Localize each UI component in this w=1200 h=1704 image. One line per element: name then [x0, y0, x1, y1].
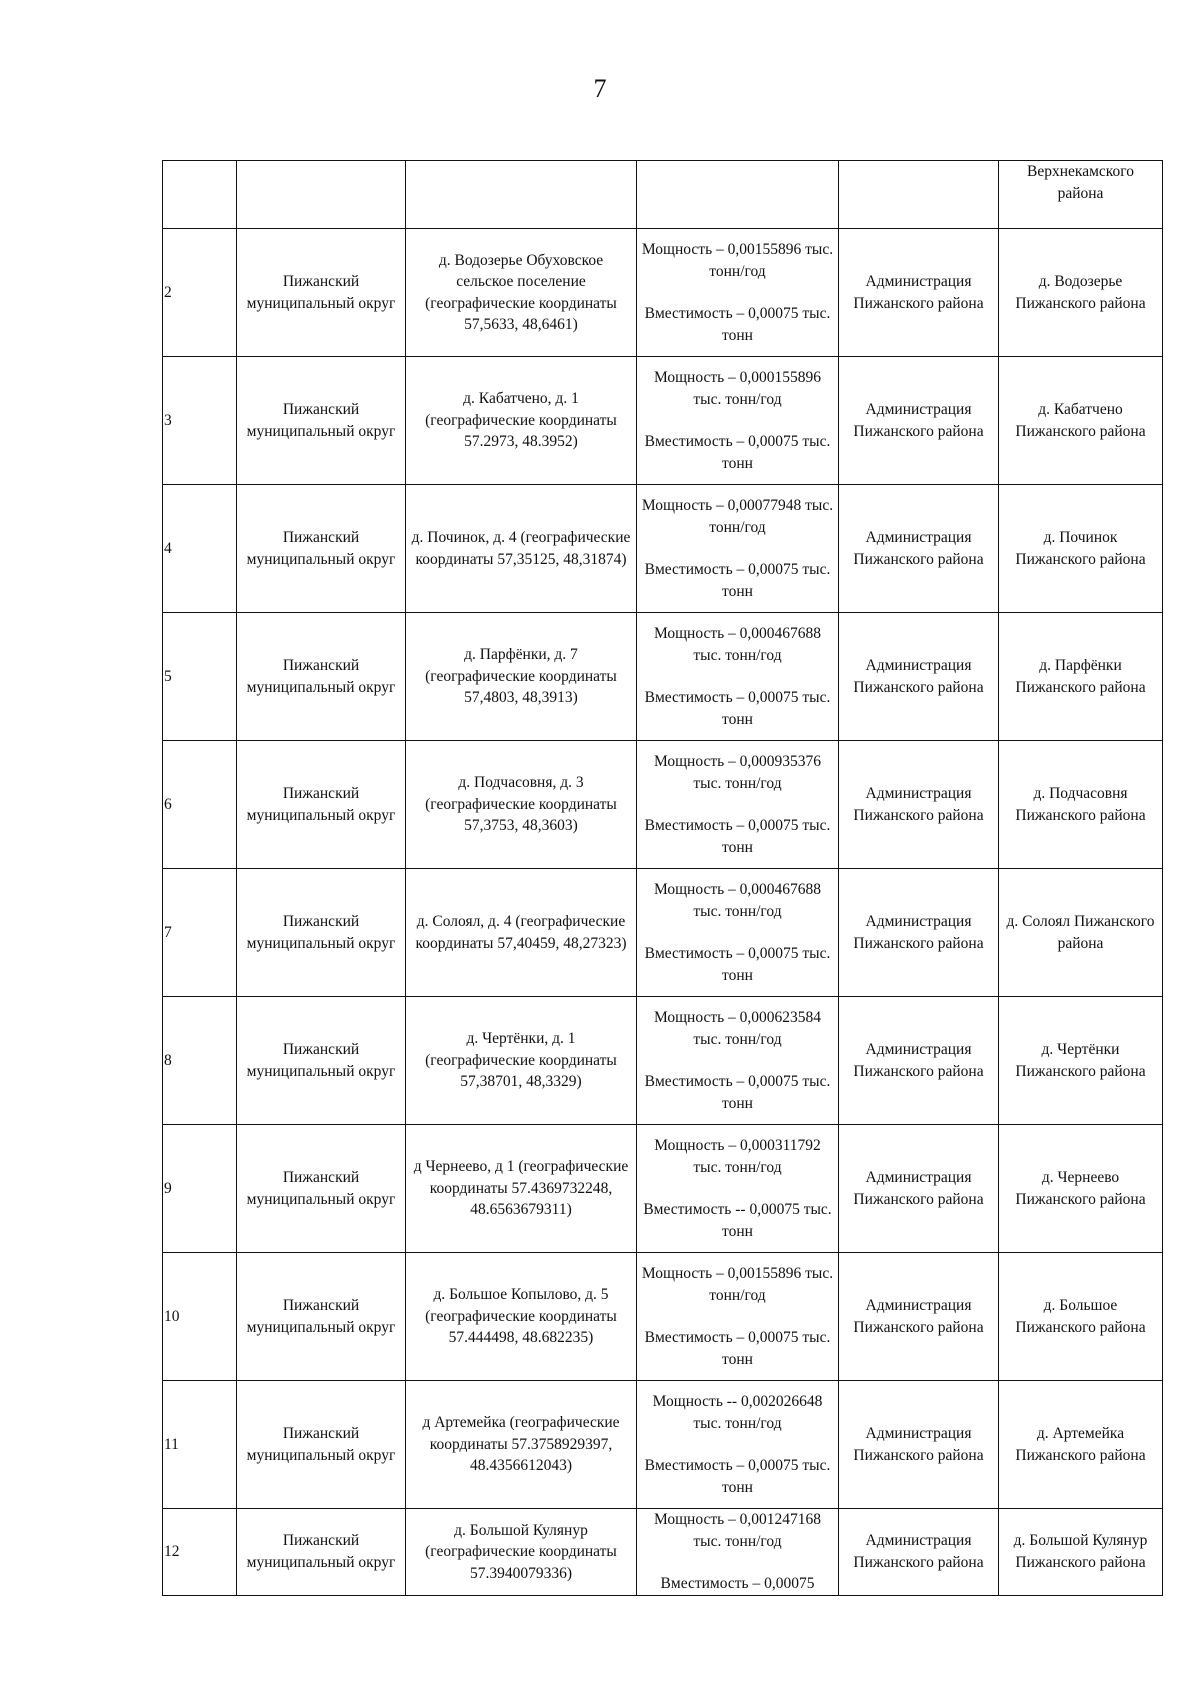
spacer: [641, 1178, 834, 1199]
capacity-cell: [637, 229, 839, 357]
table-row: [163, 741, 1163, 869]
cell-empty: [637, 161, 839, 229]
district-cell: Пижанский муниципальный округ: [237, 613, 406, 741]
district-cell: Пижанский муниципальный округ: [237, 357, 406, 485]
owner-cell: Администрация Пижанского района: [839, 1381, 999, 1509]
table-row: [163, 1253, 1163, 1381]
row-number-cell: 8: [163, 997, 237, 1125]
capacity-cell: [637, 1125, 839, 1253]
capacity-cell: [637, 869, 839, 997]
address-cell: д. Парфёнки, д. 7 (географические координаты 57,4803, 48,3913): [406, 613, 637, 741]
table-row: [163, 613, 1163, 741]
owner-cell: Администрация Пижанского района: [839, 229, 999, 357]
location-cell: д. Водозерье Пижанского района: [999, 229, 1163, 357]
spacer: [641, 666, 834, 687]
row-number-cell: 11: [163, 1381, 237, 1509]
district-cell: Пижанский муниципальный округ: [237, 1381, 406, 1509]
location-cell: д. Парфёнки Пижанского района: [999, 613, 1163, 741]
power-text: Мощность – 0,00155896 тыс. тонн/год: [641, 241, 834, 280]
row-number-cell: 2: [163, 229, 237, 357]
capacity-cell: [637, 1381, 839, 1509]
capacity-cell: [637, 613, 839, 741]
location-cell: д. Подчасовня Пижанского района: [999, 741, 1163, 869]
address-cell: д. Солоял, д. 4 (географические координаты 57,40459, 48,27323): [406, 869, 637, 997]
row-number-cell: 10: [163, 1253, 237, 1381]
row-number-cell: 3: [163, 357, 237, 485]
power-text: Мощность – 0,000467688 тыс. тонн/год: [653, 625, 822, 664]
facility-table: [162, 160, 1163, 1596]
table-row: [163, 485, 1163, 613]
continuation-location-cell: Верхнекамского района: [999, 161, 1163, 229]
location-cell: д. Чертёнки Пижанского района: [999, 997, 1163, 1125]
table-row: [163, 1381, 1163, 1509]
table-row: [163, 997, 1163, 1125]
location-cell: д. Чернеево Пижанского района: [999, 1125, 1163, 1253]
cell-empty: [163, 161, 237, 229]
spacer: [641, 538, 834, 559]
cell-empty: [406, 161, 637, 229]
owner-cell: Администрация Пижанского района: [839, 741, 999, 869]
spacer: [641, 1434, 834, 1455]
row-number-cell: 12: [163, 1509, 237, 1596]
location-cell: д. Большой Кулянур Пижанского района: [999, 1509, 1163, 1596]
location-cell: д. Большое Пижанского района: [999, 1253, 1163, 1381]
capacity-text: Вместимость – 0,00075 тыс. тонн: [644, 1457, 831, 1496]
district-cell: Пижанский муниципальный округ: [237, 869, 406, 997]
district-cell: Пижанский муниципальный округ: [237, 1125, 406, 1253]
capacity-text: Вместимость – 0,00075 тыс. тонн: [644, 1329, 831, 1368]
capacity-text: Вместимость – 0,00075 тыс. тонн: [644, 945, 831, 984]
address-cell: д. Починок, д. 4 (географические координаты 57,35125, 48,31874): [406, 485, 637, 613]
district-cell: Пижанский муниципальный округ: [237, 997, 406, 1125]
capacity-cell: [637, 485, 839, 613]
power-text: Мощность – 0,00077948 тыс. тонн/год: [641, 497, 834, 536]
capacity-text: Вместимость – 0,00075 тыс. тонн: [644, 689, 831, 728]
address-cell: д. Кабатчено, д. 1 (географические координаты 57.2973, 48.3952): [406, 357, 637, 485]
location-cell: д. Кабатчено Пижанского района: [999, 357, 1163, 485]
capacity-cell: [637, 1509, 839, 1596]
row-number-cell: 4: [163, 485, 237, 613]
spacer: [641, 1050, 834, 1071]
table-row: [163, 869, 1163, 997]
spacer: [641, 794, 834, 815]
power-text: Мощность – 0,001247168 тыс. тонн/год: [653, 1511, 822, 1550]
power-text: Мощность -- 0,002026648 тыс. тонн/год: [652, 1393, 823, 1432]
cell-empty: [237, 161, 406, 229]
address-cell: д Артемейка (географические координаты 57.3758929397, 48.4356612043): [406, 1381, 637, 1509]
capacity-text: Вместимость – 0,00075 тыс. тонн: [644, 817, 831, 856]
table-body: [163, 161, 1163, 1596]
owner-cell: Администрация Пижанского района: [839, 357, 999, 485]
address-cell: д. Водозерье Обуховское сельское поселение (географические координаты 57,5633, 48,6461): [406, 229, 637, 357]
district-cell: Пижанский муниципальный округ: [237, 1509, 406, 1596]
power-text: Мощность – 0,00155896 тыс. тонн/год: [641, 1265, 834, 1304]
capacity-text: Вместимость – 0,00075: [660, 1575, 815, 1592]
spacer: [641, 922, 834, 943]
district-cell: Пижанский муниципальный округ: [237, 741, 406, 869]
spacer: [641, 410, 834, 431]
power-text: Мощность – 0,000467688 тыс. тонн/год: [653, 881, 822, 920]
capacity-cell: [637, 741, 839, 869]
owner-cell: Администрация Пижанского района: [839, 1509, 999, 1596]
district-cell: Пижанский муниципальный округ: [237, 1253, 406, 1381]
address-cell: д. Большое Копылово, д. 5 (географические координаты 57.444498, 48.682235): [406, 1253, 637, 1381]
address-cell: д Чернеево, д 1 (географические координаты 57.4369732248, 48.6563679311): [406, 1125, 637, 1253]
location-cell: д. Солоял Пижанского района: [999, 869, 1163, 997]
owner-cell: Администрация Пижанского района: [839, 613, 999, 741]
spacer: [641, 1552, 834, 1573]
power-text: Мощность – 0,000311792 тыс. тонн/год: [654, 1137, 821, 1176]
owner-cell: Администрация Пижанского района: [839, 1253, 999, 1381]
capacity-cell: [637, 997, 839, 1125]
address-cell: д. Большой Кулянур (географические координаты 57.3940079336): [406, 1509, 637, 1596]
owner-cell: Администрация Пижанского района: [839, 1125, 999, 1253]
spacer: [641, 282, 834, 303]
cell-empty: [839, 161, 999, 229]
row-number-cell: 9: [163, 1125, 237, 1253]
power-text: Мощность – 0,000935376 тыс. тонн/год: [653, 753, 822, 792]
capacity-text: Вместимость – 0,00075 тыс. тонн: [644, 1073, 831, 1112]
table-row: [163, 357, 1163, 485]
capacity-cell: [637, 357, 839, 485]
table-row: [163, 229, 1163, 357]
location-cell: д. Починок Пижанского района: [999, 485, 1163, 613]
owner-cell: Администрация Пижанского района: [839, 997, 999, 1125]
capacity-text: Вместимость -- 0,00075 тыс. тонн: [643, 1201, 832, 1240]
power-text: Мощность – 0,000155896 тыс. тонн/год: [653, 369, 822, 408]
owner-cell: Администрация Пижанского района: [839, 869, 999, 997]
address-cell: д. Подчасовня, д. 3 (географические координаты 57,3753, 48,3603): [406, 741, 637, 869]
capacity-cell: [637, 1253, 839, 1381]
capacity-text: Вместимость – 0,00075 тыс. тонн: [644, 305, 831, 344]
row-number-cell: 6: [163, 741, 237, 869]
district-cell: Пижанский муниципальный округ: [237, 485, 406, 613]
district-cell: Пижанский муниципальный округ: [237, 229, 406, 357]
capacity-text: Вместимость – 0,00075 тыс. тонн: [644, 433, 831, 472]
capacity-text: Вместимость – 0,00075 тыс. тонн: [644, 561, 831, 600]
power-text: Мощность – 0,000623584 тыс. тонн/год: [653, 1009, 822, 1048]
row-number-cell: 7: [163, 869, 237, 997]
owner-cell: Администрация Пижанского района: [839, 485, 999, 613]
page-number: 7: [593, 74, 607, 103]
spacer: [641, 1306, 834, 1327]
table-row: [163, 1509, 1163, 1596]
row-number-cell: 5: [163, 613, 237, 741]
table-row-continuation: [163, 161, 1163, 229]
table-row: [163, 1125, 1163, 1253]
address-cell: д. Чертёнки, д. 1 (географические координаты 57,38701, 48,3329): [406, 997, 637, 1125]
location-cell: д. Артемейка Пижанского района: [999, 1381, 1163, 1509]
